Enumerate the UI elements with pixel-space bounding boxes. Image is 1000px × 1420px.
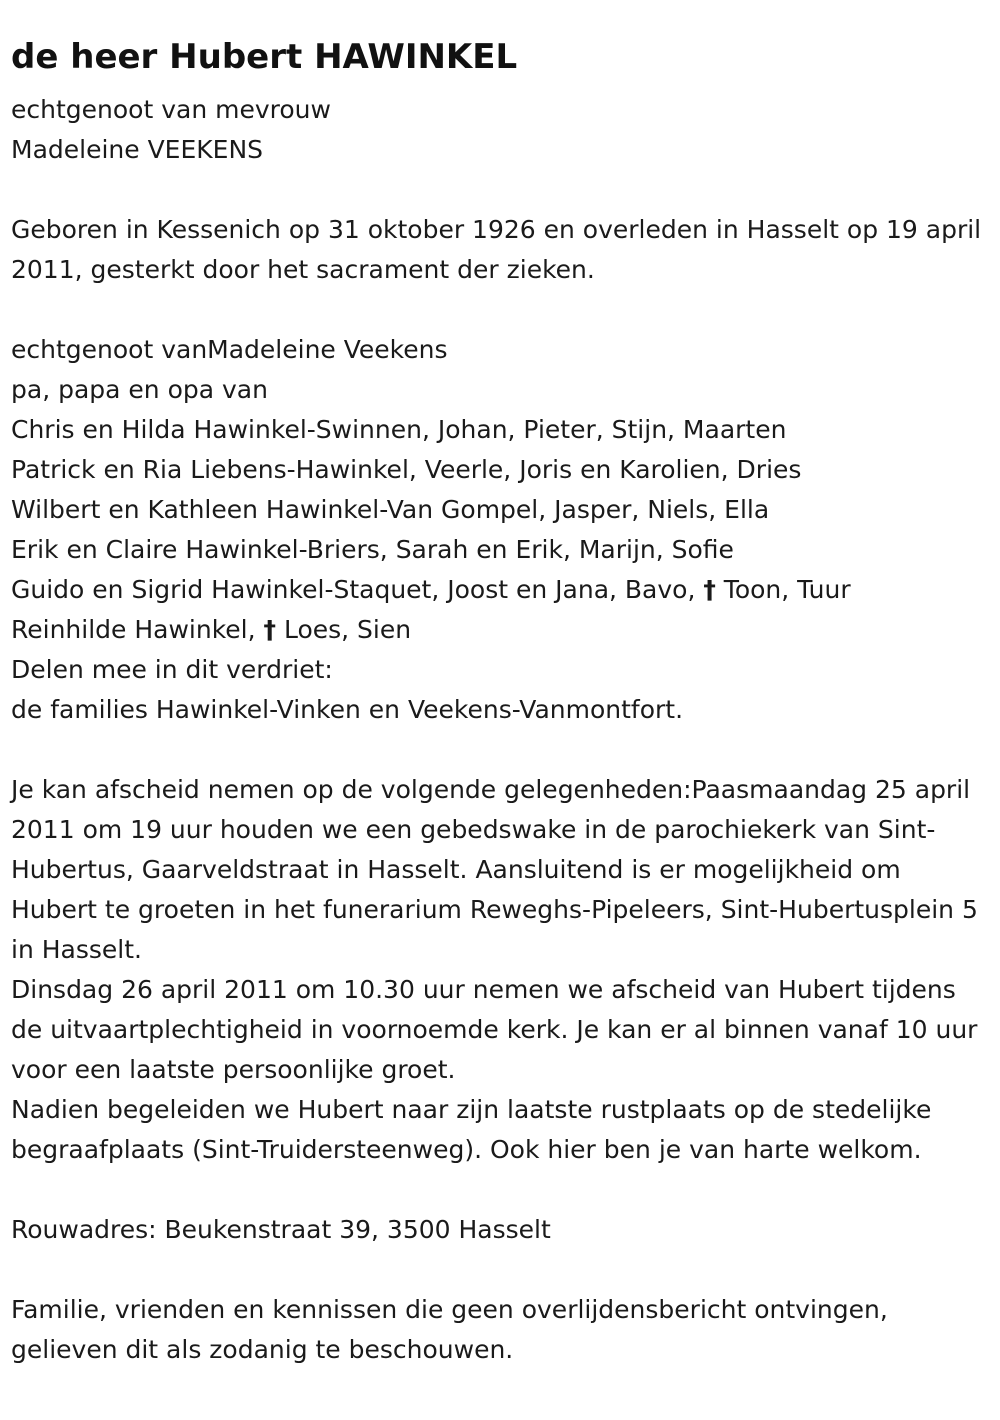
family-child-line-guido bbox=[11, 570, 989, 610]
farewell-paragraph: Je kan afscheid nemen op de volgende gelegenheden:Paasmaandag 25 april 2011 om 19 uur houden we een gebedswake in de parochiekerk van Sint-Hubertus, Gaarveldstraat in Hasselt. Aansluitend is er mogelijkheid om Hubert te groeten in het funerarium Reweghs-Pipeleers, Sint-Hubertusplein 5 in Hasselt. bbox=[11, 775, 978, 964]
closing-paragraph: Familie, vrienden en kennissen die geen overlijdensbericht ontvingen, gelieven dit als zodanig te beschouwen. bbox=[11, 1295, 888, 1364]
child-names-text: Reinhilde Hawinkel, bbox=[11, 615, 264, 644]
family-child-line: Chris en Hilda Hawinkel-Swinnen, Johan, Pieter, Stijn, Maarten bbox=[11, 415, 787, 444]
spacer bbox=[11, 1170, 989, 1210]
cross-icon: † bbox=[703, 575, 716, 604]
page-title: de heer Hubert HAWINKEL bbox=[11, 37, 518, 77]
spacer bbox=[11, 1250, 989, 1290]
family-relation-line: pa, papa en opa van bbox=[11, 375, 268, 404]
spacer bbox=[11, 170, 989, 210]
spouse-name-line: Madeleine VEEKENS bbox=[11, 135, 264, 164]
child-names-text: Loes, Sien bbox=[276, 615, 412, 644]
birth-death-paragraph: Geboren in Kessenich op 31 oktober 1926 en overleden in Hasselt op 19 april 2011, gesterkt door het sacrament der zieken. bbox=[11, 215, 982, 284]
child-names-text: Guido en Sigrid Hawinkel-Staquet, Joost en Jana, Bavo, bbox=[11, 575, 704, 604]
cross-icon: † bbox=[263, 615, 277, 644]
farewell-paragraph: Nadien begeleiden we Hubert naar zijn laatste rustplaats op de stedelijke begraafplaats (Sint-Truidersteenweg). Ook hier ben je van harte welkom. bbox=[11, 1095, 932, 1164]
share-grief-line: Delen mee in dit verdriet: bbox=[11, 655, 333, 684]
family-child-line: Erik en Claire Hawinkel-Briers, Sarah en Erik, Marijn, Sofie bbox=[11, 535, 734, 564]
family-spouse-line: echtgenoot vanMadeleine Veekens bbox=[11, 335, 448, 364]
families-line: de families Hawinkel-Vinken en Veekens-Vanmontfort. bbox=[11, 695, 684, 724]
family-child-line-reinhilde bbox=[11, 610, 989, 650]
family-child-line: Wilbert en Kathleen Hawinkel-Van Gompel, Jasper, Niels, Ella bbox=[11, 495, 770, 524]
address-line: Rouwadres: Beukenstraat 39, 3500 Hasselt bbox=[11, 1215, 551, 1244]
spouse-intro-line: echtgenoot van mevrouw bbox=[11, 95, 331, 124]
child-names-text: Toon, Tuur bbox=[715, 575, 851, 604]
spacer bbox=[11, 290, 989, 330]
family-child-line: Patrick en Ria Liebens-Hawinkel, Veerle, Joris en Karolien, Dries bbox=[11, 455, 802, 484]
spacer bbox=[11, 730, 989, 770]
farewell-paragraph: Dinsdag 26 april 2011 om 10.30 uur nemen we afscheid van Hubert tijdens de uitvaartplechtigheid in voornoemde kerk. Je kan er al binnen vanaf 10 uur voor een laatste persoonlijke groet. bbox=[11, 975, 978, 1084]
